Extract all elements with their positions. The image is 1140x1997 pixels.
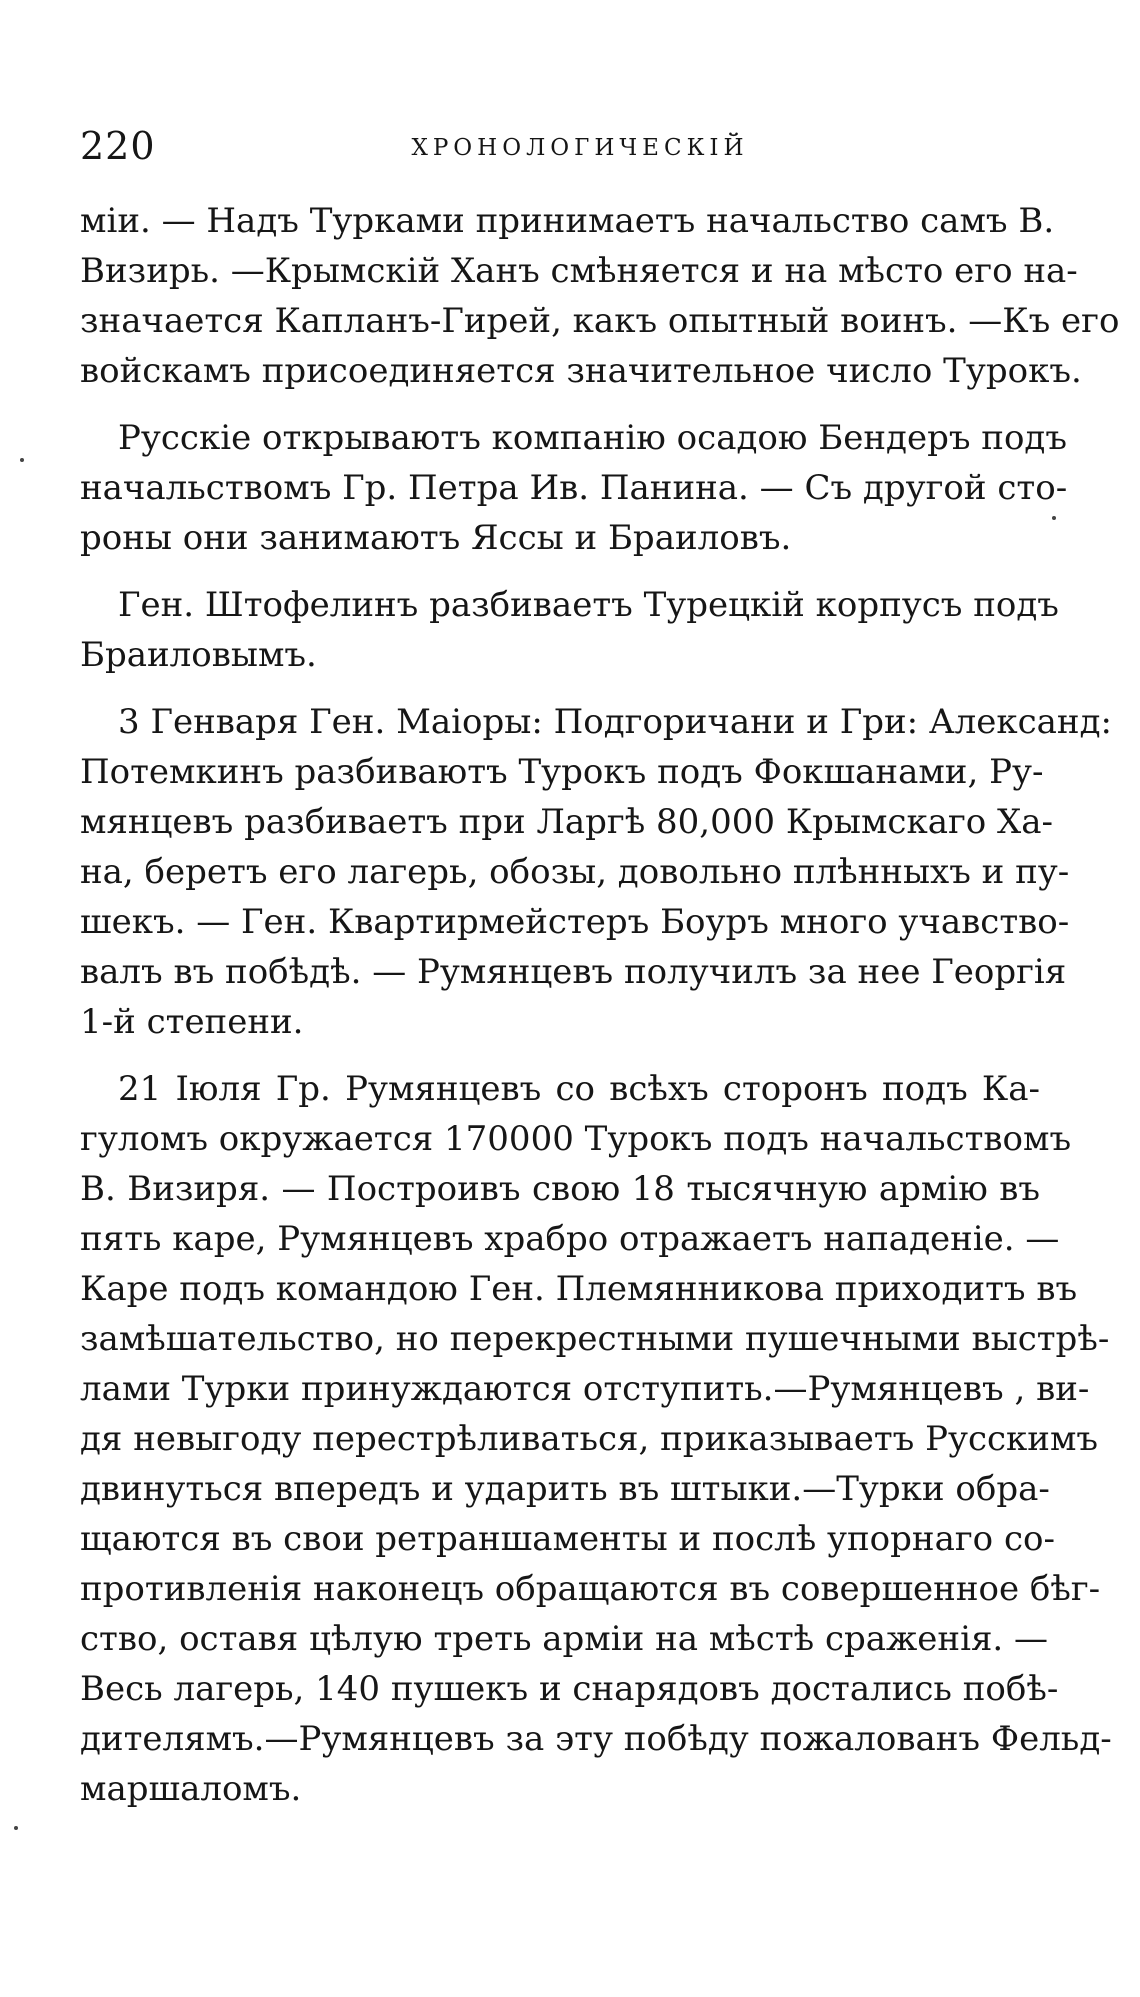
text-line: Ген. Штофелинъ разбиваетъ Турецкій корпусъ подъ <box>118 585 1059 625</box>
text-line: двинуться впередъ и ударить въ штыки.—Турки обра- <box>80 1469 1050 1509</box>
text-line: Каре подъ командою Ген. Племянникова приходитъ въ <box>80 1269 1078 1309</box>
text-line: лами Турки принуждаются отступить.—Румянцевъ , ви- <box>80 1369 1090 1409</box>
paragraph <box>80 1064 1112 1814</box>
body-text <box>80 196 1120 1831</box>
scan-speck <box>14 1826 18 1830</box>
text-line: Браиловымъ. <box>80 635 317 675</box>
paragraph <box>80 580 1059 680</box>
paragraph <box>80 196 1120 396</box>
text-line: замѣшательство, но перекрестными пушечными выстрѣ- <box>80 1319 1110 1359</box>
text-line: пять каре, Румянцевъ храбро отражаетъ нападеніе. — <box>80 1219 1060 1259</box>
paragraph <box>80 413 1068 563</box>
text-line: Русскіе открываютъ компанію осадою Бендеръ подъ <box>118 418 1067 458</box>
text-line: дителямъ.—Румянцевъ за эту побѣду пожалованъ Фельд- <box>80 1719 1112 1759</box>
page-header <box>80 118 1040 178</box>
page-number: 220 <box>80 124 156 168</box>
text-line: противленія наконецъ обращаются въ совершенное бѣг- <box>80 1569 1101 1609</box>
text-line: щаются въ свои ретраншаменты и послѣ упорнаго со- <box>80 1519 1055 1559</box>
text-line: роны они занимаютъ Яссы и Браиловъ. <box>80 518 792 558</box>
paragraph <box>80 697 1112 1047</box>
text-line: 1-й степени. <box>80 1002 304 1042</box>
text-line: начальствомъ Гр. Петра Ив. Панина. — Съ другой сто- <box>80 468 1068 508</box>
running-head: ХРОНОЛОГИЧЕСКІЙ <box>411 135 749 161</box>
text-line: Потемкинъ разбиваютъ Турокъ подъ Фокшанами, Ру- <box>80 752 1044 792</box>
text-line: гуломъ окружается 170000 Турокъ подъ начальствомъ <box>80 1119 1072 1159</box>
text-line: значается Капланъ-Гирей, какъ опытный воинъ. —Къ его <box>80 301 1120 341</box>
scan-speck <box>1052 516 1056 520</box>
text-line: дя невыгоду перестрѣливаться, приказываетъ Русскимъ <box>80 1419 1099 1459</box>
text-line: 21 Іюля Гр. Румянцевъ со всѣхъ сторонъ подъ Ка- <box>118 1069 1040 1109</box>
text-line: шекъ. — Ген. Квартирмейстеръ Боуръ много учавство- <box>80 902 1070 942</box>
text-line: В. Визиря. — Построивъ свою 18 тысячную армію въ <box>80 1169 1040 1209</box>
text-line: Визирь. —Крымскій Ханъ смѣняется и на мѣсто его на- <box>80 251 1078 291</box>
text-line: ство, оставя цѣлую треть арміи на мѣстѣ сраженія. — <box>80 1619 1049 1659</box>
text-line: міи. — Надъ Турками принимаетъ начальство самъ В. <box>80 201 1055 241</box>
text-line: мянцевъ разбиваетъ при Ларгѣ 80,000 Крымскаго Ха- <box>80 802 1054 842</box>
text-line: валъ въ побѣдѣ. — Румянцевъ получилъ за нее Георгія <box>80 952 1067 992</box>
text-line: 3 Генваря Ген. Маіоры: Подгоричани и Гри: Александ: <box>118 702 1112 742</box>
text-line: на, беретъ его лагерь, обозы, довольно плѣнныхъ и пу- <box>80 852 1070 892</box>
scan-speck <box>20 458 24 462</box>
text-line: Весь лагерь, 140 пушекъ и снарядовъ достались побѣ- <box>80 1669 1059 1709</box>
text-line: войскамъ присоединяется значительное число Турокъ. <box>80 351 1082 391</box>
text-line: маршаломъ. <box>80 1769 302 1809</box>
